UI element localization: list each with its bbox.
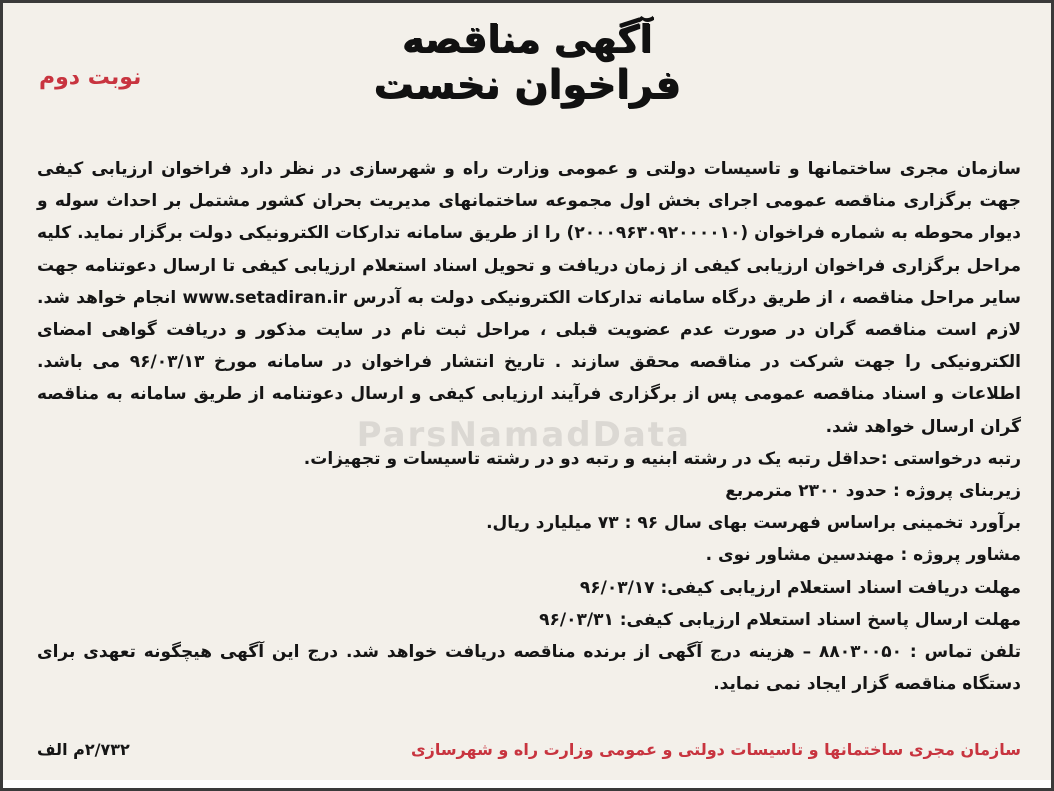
project-area: زیربنای پروژه : حدود ۲۳۰۰ مترمربع: [725, 481, 1021, 502]
page-edge: [3, 780, 1051, 788]
notice-footer: [37, 740, 1021, 759]
response-deadline: مهلت ارسال پاسخ اسناد استعلام ارزیابی کیفی: ۹۶/۰۳/۳۱: [539, 609, 1021, 630]
estimated-cost: برآورد تخمینی براساس فهرست بهای سال ۹۶ : ۷۳ میلیارد ریال.: [486, 513, 1021, 534]
issue-badge: نوبت دوم: [39, 65, 142, 90]
notice-title-line1: آگهی مناقصه: [401, 17, 653, 61]
reference-number: ۲/۷۳۲م الف: [37, 740, 130, 759]
issuing-organization: سازمان مجری ساختمانها و تاسیسات دولتی و عمومی وزارت راه و شهرسازی: [410, 740, 1021, 759]
notice-title-line2: فراخوان نخست: [373, 61, 681, 108]
watermark: ParsNamadData: [356, 415, 691, 455]
required-grade: رتبه درخواستی :حداقل رتبه یک در رشته ابنیه و رتبه دو در رشته تاسیسات و تجهیزات.: [303, 448, 1021, 469]
document-receipt-deadline: مهلت دریافت اسناد استعلام ارزیابی کیفی: ۹۶/۰۳/۱۷: [579, 577, 1021, 598]
main-paragraph: سازمان مجری ساختمانها و تاسیسات دولتی و عمومی وزارت راه و شهرسازی در نظر دارد فراخوان ارزیابی کیفی جهت برگزاری مناقصه عمومی اجرای بخش اول مجموعه ساختمانهای مدیریت بحران کشور مشتمل بر احداث سوله و دیوار محوطه به شماره فراخوان (۲۰۰۰۹۶۳۰۹۲۰۰۰۰۱۰) را از طریق سامانه تدارکات الکترونیکی دولت برگزار نماید. کلیه مراحل برگزاری فراخوان ارزیابی کیفی از زمان دریافت و تحویل اسناد استعلام ارزیابی کیفی تا ارسال دعوتنامه جهت سایر مراحل مناقصه ، از طریق درگاه سامانه تدارکات الکترونیکی دولت به آدرس www.setadiran.ir انجام خواهد شد. لازم است مناقصه گران در صورت عدم عضویت قبلی ، مراحل ثبت نام در سایت مذکور و دریافت گواهی امضای الکترونیکی را جهت شرکت در مناقصه محقق سازند . تاریخ انتشار فراخوان در سامانه مورخ ۹۶/۰۳/۱۳ می باشد. اطلاعات و اسناد مناقصه عمومی پس از برگزاری فرآیند ارزیابی کیفی و ارسال دعوتنامه از طریق سامانه به مناقصه گران ارسال خواهد شد.: [37, 159, 1022, 437]
contact-phone: تلفن تماس : ۸۸۰۳۰۰۵۰ – هزینه درج آگهی از برنده مناقصه دریافت خواهد شد. درج این آگهی هیچگونه تعهدی برای دستگاه مناقصه گزار ایجاد نمی نماید.: [37, 642, 1021, 695]
notice-body: [37, 153, 1021, 700]
project-consultant: مشاور پروژه : مهندسین مشاور نوی .: [705, 545, 1021, 566]
notice-title: [3, 17, 1051, 109]
